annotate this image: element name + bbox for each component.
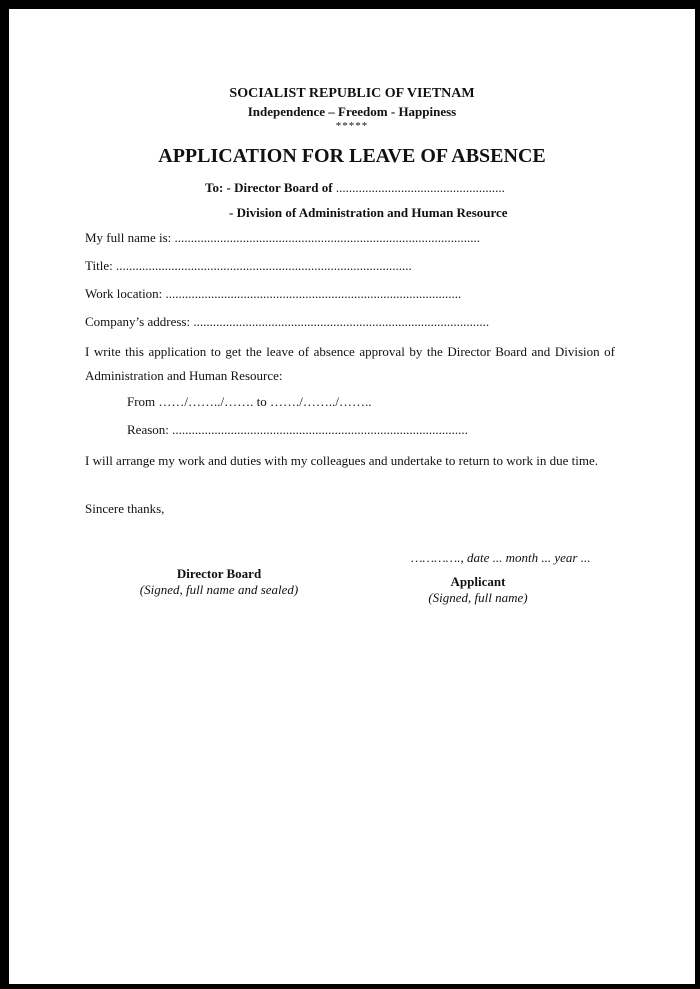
national-motto: Independence – Freedom - Happiness [247, 104, 457, 119]
reason-field: Reason: ........................................................................................... [127, 422, 468, 437]
intro-paragraph: I write this application to get the leave of absence approval by the Director Board and Division of Administration and Human Resource: [85, 344, 615, 383]
applicant-signature-title: Applicant [450, 574, 506, 589]
closing-line: Sincere thanks, [85, 501, 165, 516]
applicant-signature-note: (Signed, full name) [428, 590, 528, 605]
leave-period-field: From ……/……../……. to ……./……../…….. [127, 394, 372, 409]
header-separator-stars: ***** [335, 120, 369, 132]
commitment-paragraph: I will arrange my work and duties with my colleagues and undertake to return to work in due time. [85, 453, 598, 468]
recipient-blank: .................................................... [332, 180, 505, 195]
recipient-line-division: - Division of Administration and Human Resource [229, 205, 508, 220]
director-signature-note: (Signed, full name and sealed) [139, 582, 299, 597]
full-name-field: My full name is: .............................................................................................. [85, 230, 481, 245]
country-heading: SOCIALIST REPUBLIC OF VIETNAM [229, 86, 475, 101]
company-address-field: Company’s address: ........................................................................................... [85, 314, 490, 329]
recipient-label: To: - Director Board of [205, 180, 333, 195]
date-line: …………., date ... month ... year ... [411, 550, 591, 565]
title-field: Title: ........................................................................................... [85, 258, 412, 273]
work-location-field: Work location: ........................................................................................... [85, 286, 462, 301]
recipient-line-director-board [205, 180, 505, 196]
document-title: APPLICATION FOR LEAVE OF ABSENCE [158, 145, 546, 167]
director-signature-title: Director Board [176, 566, 262, 581]
